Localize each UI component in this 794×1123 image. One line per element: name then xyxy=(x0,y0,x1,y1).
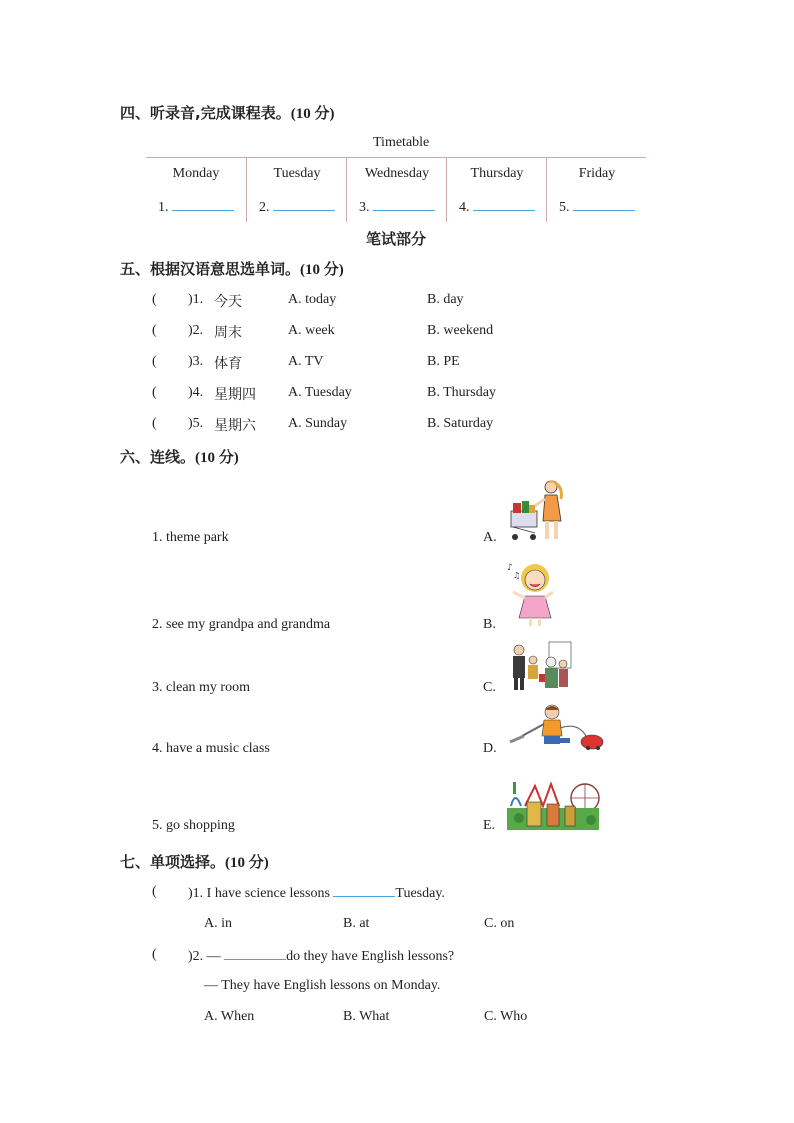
day-label: Friday xyxy=(578,166,616,181)
day-label: Wednesday xyxy=(364,166,430,181)
item-chinese: 星期四 xyxy=(214,387,256,403)
item-number: )3. xyxy=(188,354,204,369)
day-label: Tuesday xyxy=(273,166,321,181)
option-b: B. at xyxy=(343,916,370,931)
svg-text:♪: ♪ xyxy=(507,563,513,573)
paren-open: ( xyxy=(152,323,157,338)
option-b: B. weekend xyxy=(427,323,494,338)
timetable-col-friday xyxy=(546,158,647,222)
question-stem: )1. I have science lessons xyxy=(188,886,330,901)
option-a: A. in xyxy=(204,916,232,931)
music-girl-picture[interactable] xyxy=(505,560,555,630)
answer-blank[interactable] xyxy=(373,198,435,211)
match-left-item[interactable]: 3. clean my room xyxy=(152,680,250,695)
option-a: A. When xyxy=(204,1009,255,1024)
match-left-item[interactable]: 2. see my grandpa and grandma xyxy=(152,617,331,632)
section7-points: (10 分) xyxy=(225,855,269,871)
option-a: A. Sunday xyxy=(288,416,348,431)
section5-points: (10 分) xyxy=(300,262,344,278)
paren-open: ( xyxy=(152,292,157,307)
match-right-letter: B. xyxy=(483,617,496,632)
section4-title: 四、听录音,完成课程表。 xyxy=(120,104,291,122)
section4-heading xyxy=(120,102,334,123)
match-right-letter: A. xyxy=(483,530,497,545)
timetable-col-thursday xyxy=(446,158,547,222)
match-right-letter: C. xyxy=(483,680,496,695)
answer-blank[interactable] xyxy=(473,198,535,211)
question-stem-end: Tuesday. xyxy=(395,886,445,901)
option-a: A. Tuesday xyxy=(288,385,352,400)
question-1 xyxy=(188,884,445,902)
timetable-col-monday xyxy=(146,158,246,222)
answer-number: 3. xyxy=(359,200,370,215)
section6-title: 六、连线。 xyxy=(120,448,196,466)
option-c: C. on xyxy=(484,916,515,931)
option-b: B. What xyxy=(343,1009,390,1024)
day-label: Monday xyxy=(172,166,220,181)
timetable-col-wednesday xyxy=(346,158,447,222)
paren-open: ( xyxy=(152,947,157,962)
option-b: B. Thursday xyxy=(427,385,496,400)
option-c: C. Who xyxy=(484,1009,528,1024)
item-number: )5. xyxy=(188,416,204,431)
timetable-col-tuesday xyxy=(246,158,347,222)
section5-title: 五、根据汉语意思选单词。 xyxy=(120,260,301,278)
match-left-item[interactable]: 5. go shopping xyxy=(152,818,235,833)
family-visit-picture[interactable] xyxy=(505,640,573,692)
match-right-letter: E. xyxy=(483,818,496,833)
paren-open: ( xyxy=(152,884,157,899)
theme-park-picture[interactable] xyxy=(505,776,601,834)
timetable xyxy=(146,157,646,222)
answer-number: 5. xyxy=(559,200,570,215)
question-stem: )2. — xyxy=(188,949,221,964)
item-chinese: 今天 xyxy=(214,294,242,310)
option-a: A. today xyxy=(288,292,337,307)
answer-blank[interactable] xyxy=(172,198,234,211)
timetable-title: Timetable xyxy=(373,135,430,150)
paren-open: ( xyxy=(152,354,157,369)
section7-heading xyxy=(120,851,269,872)
option-b: B. Saturday xyxy=(427,416,494,431)
item-number: )1. xyxy=(188,292,204,307)
option-a: A. week xyxy=(288,323,335,338)
section5-heading xyxy=(120,258,344,279)
item-chinese: 星期六 xyxy=(214,418,256,434)
section6-points: (10 分) xyxy=(195,450,239,466)
answer-number: 1. xyxy=(158,200,169,215)
match-left-item[interactable]: 4. have a music class xyxy=(152,741,270,756)
answer-number: 4. xyxy=(459,200,470,215)
answer-number: 2. xyxy=(259,200,270,215)
shopping-cart-picture[interactable] xyxy=(505,477,571,545)
section6-heading xyxy=(120,446,239,467)
svg-text:♫: ♫ xyxy=(513,571,521,580)
answer-blank[interactable] xyxy=(224,947,286,960)
option-b: B. PE xyxy=(427,354,460,369)
paren-open: ( xyxy=(152,385,157,400)
written-part-heading: 笔试部分 xyxy=(366,230,427,248)
section4-points: (10 分) xyxy=(290,106,335,122)
option-b: B. day xyxy=(427,292,464,307)
item-number: )2. xyxy=(188,323,204,338)
match-left-item[interactable]: 1. theme park xyxy=(152,530,229,545)
question-2-reply: — They have English lessons on Monday. xyxy=(204,978,441,993)
match-right-letter: D. xyxy=(483,741,497,756)
item-chinese: 周末 xyxy=(214,325,242,341)
option-a: A. TV xyxy=(288,354,324,369)
paren-open: ( xyxy=(152,416,157,431)
question-stem-end: do they have English lessons? xyxy=(286,949,455,964)
section7-title: 七、单项选择。 xyxy=(120,853,226,871)
day-label: Thursday xyxy=(470,166,524,181)
item-number: )4. xyxy=(188,385,204,400)
item-chinese: 体育 xyxy=(214,356,242,372)
answer-blank[interactable] xyxy=(573,198,635,211)
answer-blank[interactable] xyxy=(273,198,335,211)
answer-blank[interactable] xyxy=(333,884,395,897)
vacuum-boy-picture[interactable] xyxy=(508,702,606,752)
question-2 xyxy=(188,947,454,965)
